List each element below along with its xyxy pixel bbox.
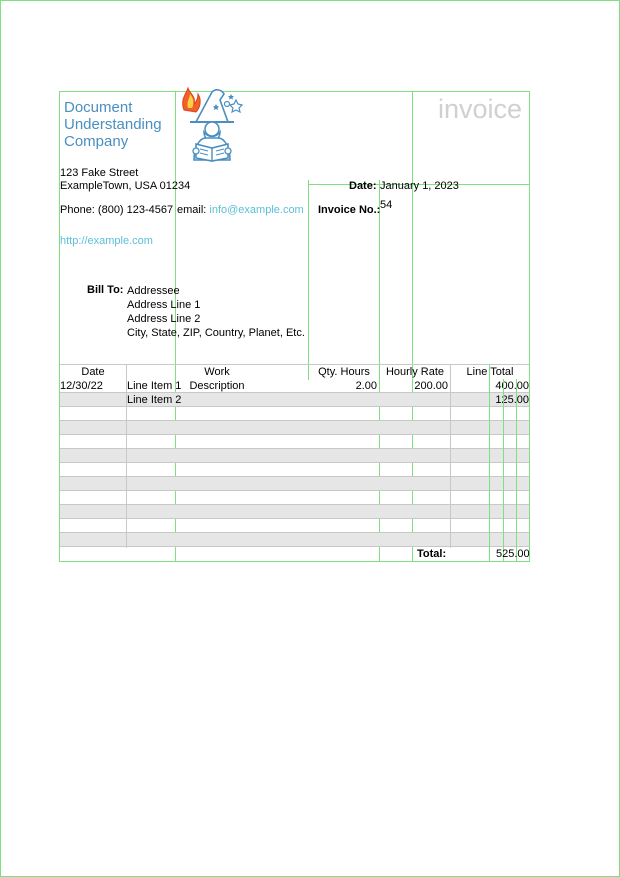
company-name <box>64 99 162 150</box>
wizard-reading-book-icon <box>176 86 250 162</box>
cell-qty-hours <box>309 449 377 463</box>
cell-date <box>60 435 122 449</box>
cell-description: Line Item 1 <box>127 380 182 392</box>
cell-qty-hours <box>309 463 377 477</box>
cell-date: 12/30/22 <box>60 380 103 392</box>
company-name-line: Document <box>64 99 133 116</box>
cell-line-total <box>451 519 529 533</box>
header-hourly-rate: Hourly Rate <box>385 366 445 378</box>
cell-line-total <box>451 491 529 505</box>
bill-to-line: Address Line 2 <box>127 313 201 325</box>
cell-hourly-rate <box>380 407 448 421</box>
table-row <box>60 505 529 519</box>
cell-line-total <box>451 435 529 449</box>
bill-to-address <box>127 284 305 340</box>
cell-hourly-rate: 200.00 <box>414 380 448 392</box>
cell-line-total <box>451 421 529 435</box>
table-column-line <box>516 379 517 561</box>
cell-description <box>127 533 237 547</box>
cell-date <box>60 519 122 533</box>
cell-description <box>127 477 237 491</box>
cell-qty-hours <box>309 505 377 519</box>
cell-qty-hours: 2.00 <box>355 380 377 392</box>
cell-line-total <box>451 533 529 547</box>
table-column-line <box>503 379 504 561</box>
cell-hourly-rate <box>380 435 448 449</box>
header-work-description: Work Description <box>189 366 245 392</box>
cell-date <box>60 421 122 435</box>
company-name-line: Understanding <box>64 116 162 133</box>
cell-date <box>60 533 122 547</box>
cell-description <box>127 435 237 449</box>
cell-hourly-rate <box>380 491 448 505</box>
cell-hourly-rate <box>380 421 448 435</box>
email-label: email: <box>177 204 207 216</box>
cell-hourly-rate <box>380 533 448 547</box>
invoice-title: invoice <box>438 94 523 124</box>
table-row <box>60 407 529 421</box>
bill-to-line: Address Line 1 <box>127 299 201 311</box>
address-line-1: 123 Fake Street <box>60 167 139 179</box>
table-column-line <box>126 365 127 548</box>
cell-qty-hours <box>309 421 377 435</box>
cell-description <box>127 407 237 421</box>
email-link[interactable]: info@example.com <box>209 204 304 216</box>
invoice-number-label: Invoice No.: <box>318 204 381 216</box>
table-row <box>60 393 529 407</box>
cell-qty-hours <box>309 477 377 491</box>
email <box>177 204 304 216</box>
cell-hourly-rate <box>380 449 448 463</box>
cell-qty-hours <box>309 491 377 505</box>
total-underline <box>450 561 530 562</box>
cell-description: Line Item 2 <box>127 394 182 406</box>
cell-hourly-rate <box>380 519 448 533</box>
total-value: 525.00 <box>496 548 530 560</box>
table-row <box>60 379 529 393</box>
table-row <box>60 519 529 533</box>
cell-description <box>127 505 237 519</box>
date-value: January 1, 2023 <box>380 180 459 192</box>
cell-line-total: 400.00 <box>495 380 529 392</box>
cell-date <box>60 449 122 463</box>
table-column-line <box>450 365 451 548</box>
address-line-2: ExampleTown, USA 01234 <box>60 180 191 192</box>
phone: Phone: (800) 123-4567 <box>60 204 174 216</box>
table-row <box>60 435 529 449</box>
cell-qty-hours <box>309 533 377 547</box>
cell-line-total <box>451 463 529 477</box>
cell-description <box>127 449 237 463</box>
cell-description <box>127 519 237 533</box>
cell-qty-hours <box>309 407 377 421</box>
cell-line-total <box>451 477 529 491</box>
bill-to-line: City, State, ZIP, Country, Planet, Etc. <box>127 327 305 339</box>
company-name-line: Company <box>64 133 129 150</box>
total-label: Total: <box>417 548 447 560</box>
cell-line-total <box>451 407 529 421</box>
cell-date <box>60 477 122 491</box>
header-qty-hours: Qty. Hours <box>318 366 370 378</box>
header-date: Date <box>81 366 105 378</box>
cell-date <box>60 407 122 421</box>
cell-qty-hours <box>309 519 377 533</box>
table-row <box>60 491 529 505</box>
cell-date <box>60 491 122 505</box>
cell-hourly-rate <box>380 505 448 519</box>
cell-hourly-rate <box>380 393 448 407</box>
cell-description <box>127 491 237 505</box>
cell-qty-hours <box>309 435 377 449</box>
cell-hourly-rate <box>380 463 448 477</box>
cell-date <box>60 463 122 477</box>
table-row <box>60 449 529 463</box>
header-line-total: Line Total <box>466 366 514 378</box>
cell-date <box>60 505 122 519</box>
invoice-number-value: 54 <box>380 199 393 211</box>
date-label: Date: <box>349 180 377 192</box>
cell-hourly-rate <box>380 477 448 491</box>
table-row <box>60 477 529 491</box>
table-column-line <box>489 365 490 561</box>
bill-to-line: Addressee <box>127 285 180 297</box>
bill-to-label: Bill To: <box>87 284 124 296</box>
cell-description <box>127 421 237 435</box>
grid-line <box>308 180 309 380</box>
cell-line-total <box>451 505 529 519</box>
cell-date <box>60 393 122 407</box>
cell-description <box>127 463 237 477</box>
website-link[interactable]: http://example.com <box>60 235 153 247</box>
cell-line-total <box>451 449 529 463</box>
table-row <box>60 463 529 477</box>
cell-line-total: 125.00 <box>495 394 529 406</box>
cell-qty-hours <box>309 393 377 407</box>
table-row <box>60 421 529 435</box>
table-row <box>60 533 529 547</box>
